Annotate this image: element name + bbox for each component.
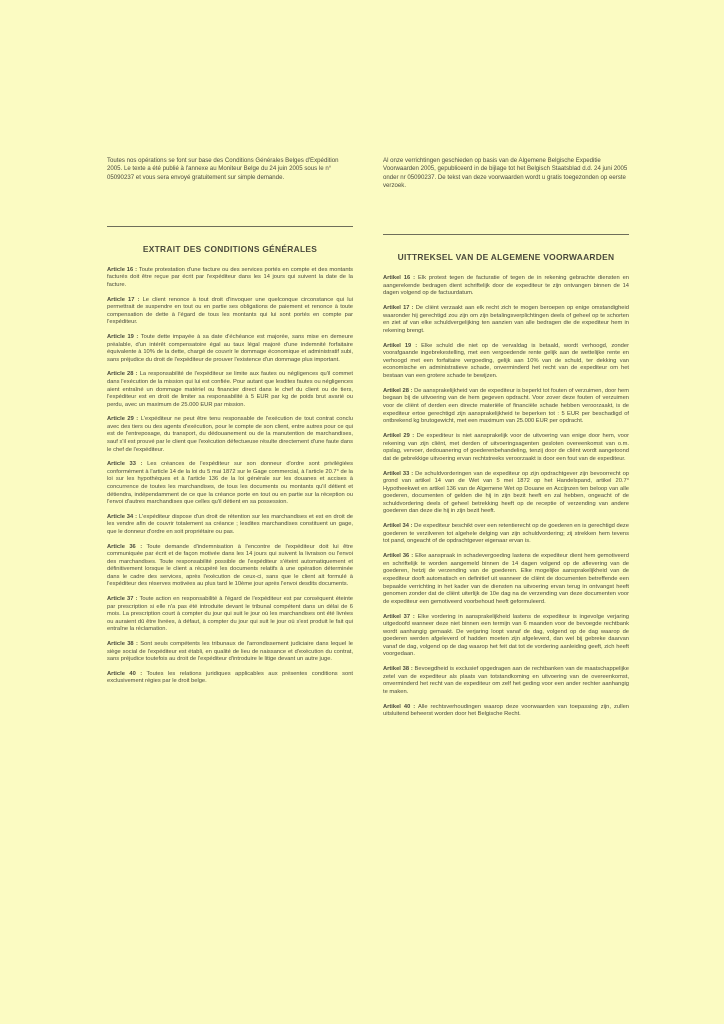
- intro-text: Al onze verrichtingen geschieden op basis van de Algemene Belgische Expeditie Voorwaarden 2005, gepubliceerd in de bijlage tot het Belgisch Staatsblad d.d. 24 juni 2005 onder nr 05090237. De tekst van deze voorwaarden wordt u gratis toegezonden op eerste verzoek.: [383, 157, 628, 189]
- article-40: Article 40 : Toutes les relations juridiques applicables aux présentes conditions sont exclusivement régies par le droit belge.: [107, 670, 353, 685]
- artikel-29: Artikel 29 : De expediteur is niet aansprakelijk voor de uitvoering van enige door hem, voor rekening van zijn cliënt, met derden of uitvoeringsagenten gesloten overeenkomst van o.m. opslag, vervoer, dedouanering of goederenbehandeling, tenzij door de cliënt wordt aangetoond dat de gebrekkige uitvoering ervan rechtstreeks veroorzaakt is door een fout van de expediteur.: [383, 433, 629, 462]
- divider: [383, 234, 629, 235]
- article-28: Article 28 : La responsabilité de l'expéditeur se limite aux fautes ou négligences qu'il commet dans l'exécution de la mission qui lui est confiée. Pour autant que lesdites fautes ou négligences aient entraîné un dommage matériel ou financier direct dans le chef du client ou de tiers, l'expéditeur est en droit de limiter sa responsabilité à 5 EUR par kg de poids brut avarié ou perdu, avec un maximum de 25.000 EUR par mission.: [107, 371, 353, 408]
- artikel-16: Artikel 16 : Elk protest tegen de facturatie of tegen de in rekening gebrachte diensten en aangerekende bedragen dient schriftelijk door de expediteur te zijn ontvangen binnen de 14 dagen volgend op de factuurdatum.: [383, 275, 629, 297]
- artikel-17: Artikel 17 : De cliënt verzaakt aan elk recht zich te mogen beroepen op enige omstandigheid waaronder hij gerechtigd zou zijn om zijn betalingsverplichtingen deels of geheel op te schorten en ziet af van elke schuldvergelijking ten aanzien van alle bedragen die de expediteur hem in rekening brengt.: [383, 305, 629, 334]
- artikel-33: Artikel 33 : De schuldvorderingen van de expediteur op zijn opdrachtgever zijn bevoorrecht op grond van artikel 14 van de Wet van 5 mei 1872 op het Handelspand, artikel 20.7° Hypotheekwet en artikel 136 van de Algemene Wet op Douane en Accijnzen ten beloop van alle goederen, documenten of gelden die hij in zijn bezit heeft en zal hebben, ongeacht of de schuldvordering deels of geheel betrekking heeft op de receptie of verzending van andere goederen dan deze die hij in zijn bezit heeft.: [383, 470, 629, 515]
- article-33: Article 33 : Les créances de l'expéditeur sur son donneur d'ordre sont privilégiées conformément à l'article 14 de la loi du 5 mai 1872 sur le Gage commercial, à l'article 20.7° de la loi sur les hypothèques et à l'article 136 de la loi générale sur les douanes et accises à concurrence de toutes les marchandises, de tous les documents ou montants qu'il détient et détiendra, indépendamment de ce que la créance porte en tout ou en partie sur la réception ou l'envoi d'autres marchandises que celles qu'il détient en sa possession.: [107, 461, 353, 506]
- dutch-column: [383, 157, 629, 726]
- intro-text: Toutes nos opérations se font sur base des Conditions Générales Belges d'Expédition 2005. Le texte a été publié à l'annexe au Moniteur Belge du 24 juin 2005 sous le n° 05090237 et vous sera envoyé gratuitement sur simple demande.: [107, 157, 339, 181]
- artikel-40: Artikel 40 : Alle rechtsverhoudingen waarop deze voorwaarden van toepassing zijn, zullen uitsluitend beheerst worden door het Belgische Recht.: [383, 703, 630, 718]
- artikel-36: Artikel 36 : Elke aanspraak in schadevergoeding lastens de expediteur dient hem gemotiveerd en schriftelijk te worden aangemeld binnen de 14 dagen volgend op de aflevering van de goederen, hetzij de verzending van de goederen. Elke mogelijke aansprakelijkheid van de expediteur dooft automatisch en definitief uit wanneer de cliënt de documenten betreffende een bepaalde verrichting in het kader van de diensten na uitvoering ervan terug in ontvangst heeft genomen zonder dat de cliënt uiterlijk de 10e dag na de verzending van deze documenten voor de expediteur een gemotiveerd voorbehoud heeft geformuleerd.: [383, 553, 629, 605]
- article-29: Article 29 : L'expéditeur ne peut être tenu responsable de l'exécution de tout contrat conclu avec des tiers ou des agents d'exécution, pour le compte de son client, entre autres pour ce qui est de l'entreposage, du transport, du dédouanement ou de la manutention de marchandises, sauf s'il est prouvé par le client que l'exécution défectueuse résulte directement d'une faute dans le chef de l'expéditeur.: [107, 416, 353, 453]
- artikel-37: Artikel 37 : Elke vordering in aansprakelijkheid lastens de expediteur is ingevolge verjaring uitgedoofd wanneer deze niet binnen een termijn van 6 maanden voor de bevoegde rechtbank wordt aanhangig gemaakt. De verjaring loopt vanaf de dag, volgend op de dag waarop de goederen werden afgeleverd of hadden moeten zijn afgeleverd, dan wel bij gebreke daarvan vanaf de dag, volgend op de dag waarop het feit dat tot de vordering aanleiding geeft, zich heeft voorgedaan.: [383, 613, 629, 658]
- article-list: [383, 275, 629, 719]
- article-34: Article 34 : L'expéditeur dispose d'un droit de rétention sur les marchandises et est en droit de les vendre afin de couvrir totalement sa créance ; lesdites marchandises constituent un gage, que le donneur d'ordre en soit propriétaire ou pas.: [107, 513, 353, 535]
- article-19: Article 19 : Toute dette impayée à sa date d'échéance est majorée, sans mise en demeure préalable, d'un intérêt compensatoire égal au taux légal majoré d'une indemnité forfaitaire équivalente à 10% de la dette, chargé de couvrir le dommage économique et administratif subi, sans préjudice du droit de l'expéditeur de prouver l'existence d'un dommage plus important.: [107, 334, 354, 363]
- artikel-28: Artikel 28 : De aansprakelijkheid van de expediteur is beperkt tot fouten of verzuimen, door hem begaan bij de uitvoering van de hem gegeven opdracht. Voor zover deze fouten of verzuimen voor de cliënt of derden een directe materiële of financiële schade hebben veroorzaakt, is de expediteur ertoe gerechtigd zijn aansprakelijkheid te beperken tot : 5 EUR per beschadigd of ontbrekend kg brutogewicht, met een maximum van 25.000 EUR per opdracht.: [383, 387, 630, 425]
- section-heading: UITTREKSEL VAN DE ALGEMENE VOORWAARDEN: [397, 252, 615, 263]
- article-38: Article 38 : Sont seuls compétents les tribunaux de l'arrondissement judiciaire dans lequel le siège social de l'expéditeur est établi, en qualité de lieu de naissance et d'exécution du contrat, sans préjudice toutefois au droit de l'expéditeur d'introduire le litige devant un autre juge.: [107, 641, 353, 663]
- artikel-19: Artikel 19 : Elke schuld die niet op de vervaldag is betaald, wordt verhoogd, zonder voorafgaande ingebrekestelling, met een vergoedende rente gelijk aan de wettelijke rente en verhoogd met een forfaitaire vergoeding, gelijk aan 10% van de schuld, ter dekking van economische en administratieve schade, onverminderd het recht van de expediteur om het bestaan van een grotere schade te bewijzen.: [383, 342, 629, 379]
- article-17: Article 17 : Le client renonce à tout droit d'invoquer une quelconque circonstance qui lui permettrait de suspendre en tout ou en partie ses obligations de paiement et renonce à toute compensation de dette à l'égard de tous les montants qui lui sont portés en compte par l'expéditeur.: [107, 296, 353, 326]
- section-heading: EXTRAIT DES CONDITIONS GÉNÉRALES: [142, 243, 318, 254]
- divider: [107, 226, 353, 227]
- article-list: [107, 267, 353, 686]
- artikel-34: Artikel 34 : De expediteur beschikt over een retentierecht op de goederen en is gerechtigd deze goederen te verzilveren tot algehele delging van zijn schuldvordering; zij strekken hem tevens tot pand, ongeacht of de opdrachtgever eigenaar ervan is.: [383, 523, 629, 545]
- french-column: [107, 157, 353, 693]
- article-37: Article 37 : Toute action en responsabilité à l'égard de l'expéditeur est par conséquent éteinte par prescription si elle n'a pas été introduite devant le tribunal compétent dans un délai de 6 mois. La prescription court à compter du jour qui suit le jour où les marchandises ont été livrées ou auraient dû être livrées, à défaut, à compter du jour qui suit le jour où s'est produit le fait qui entraîne la réclamation.: [107, 596, 353, 633]
- article-16: Article 16 : Toute protestation d'une facture ou des services portés en compte et des montants facturés doit être reçue par écrit par l'expéditeur dans les 14 jours qui suivent la date de la facture.: [107, 266, 353, 288]
- article-36: Article 36 : Toute demande d'indemnisation à l'encontre de l'expéditeur doit lui être communiquée par écrit et de façon motivée dans les 14 jours qui suivent la livraison ou l'envoi des marchandises. Toute responsabilité possible de l'expéditeur s'éteint automatiquement et définitivement lorsque le client a récupéré les documents relatifs à une opération déterminée dans le cadre des services, après l'exécution de ceux-ci, sans que le client ait formulé à l'expéditeur des réserves motivées au plus tard le 10ème jour après l'envoi desdits documents.: [107, 543, 354, 588]
- artikel-38: Artikel 38 : Bevoegdheid is exclusief opgedragen aan de rechtbanken van de maatschappelijke zetel van de expediteur als plaats van totstandkoming en uitvoering van de overeenkomst, onverminderd het recht van de expediteur om zelf het geding voor een ander rechter aanhangig te maken.: [383, 666, 629, 695]
